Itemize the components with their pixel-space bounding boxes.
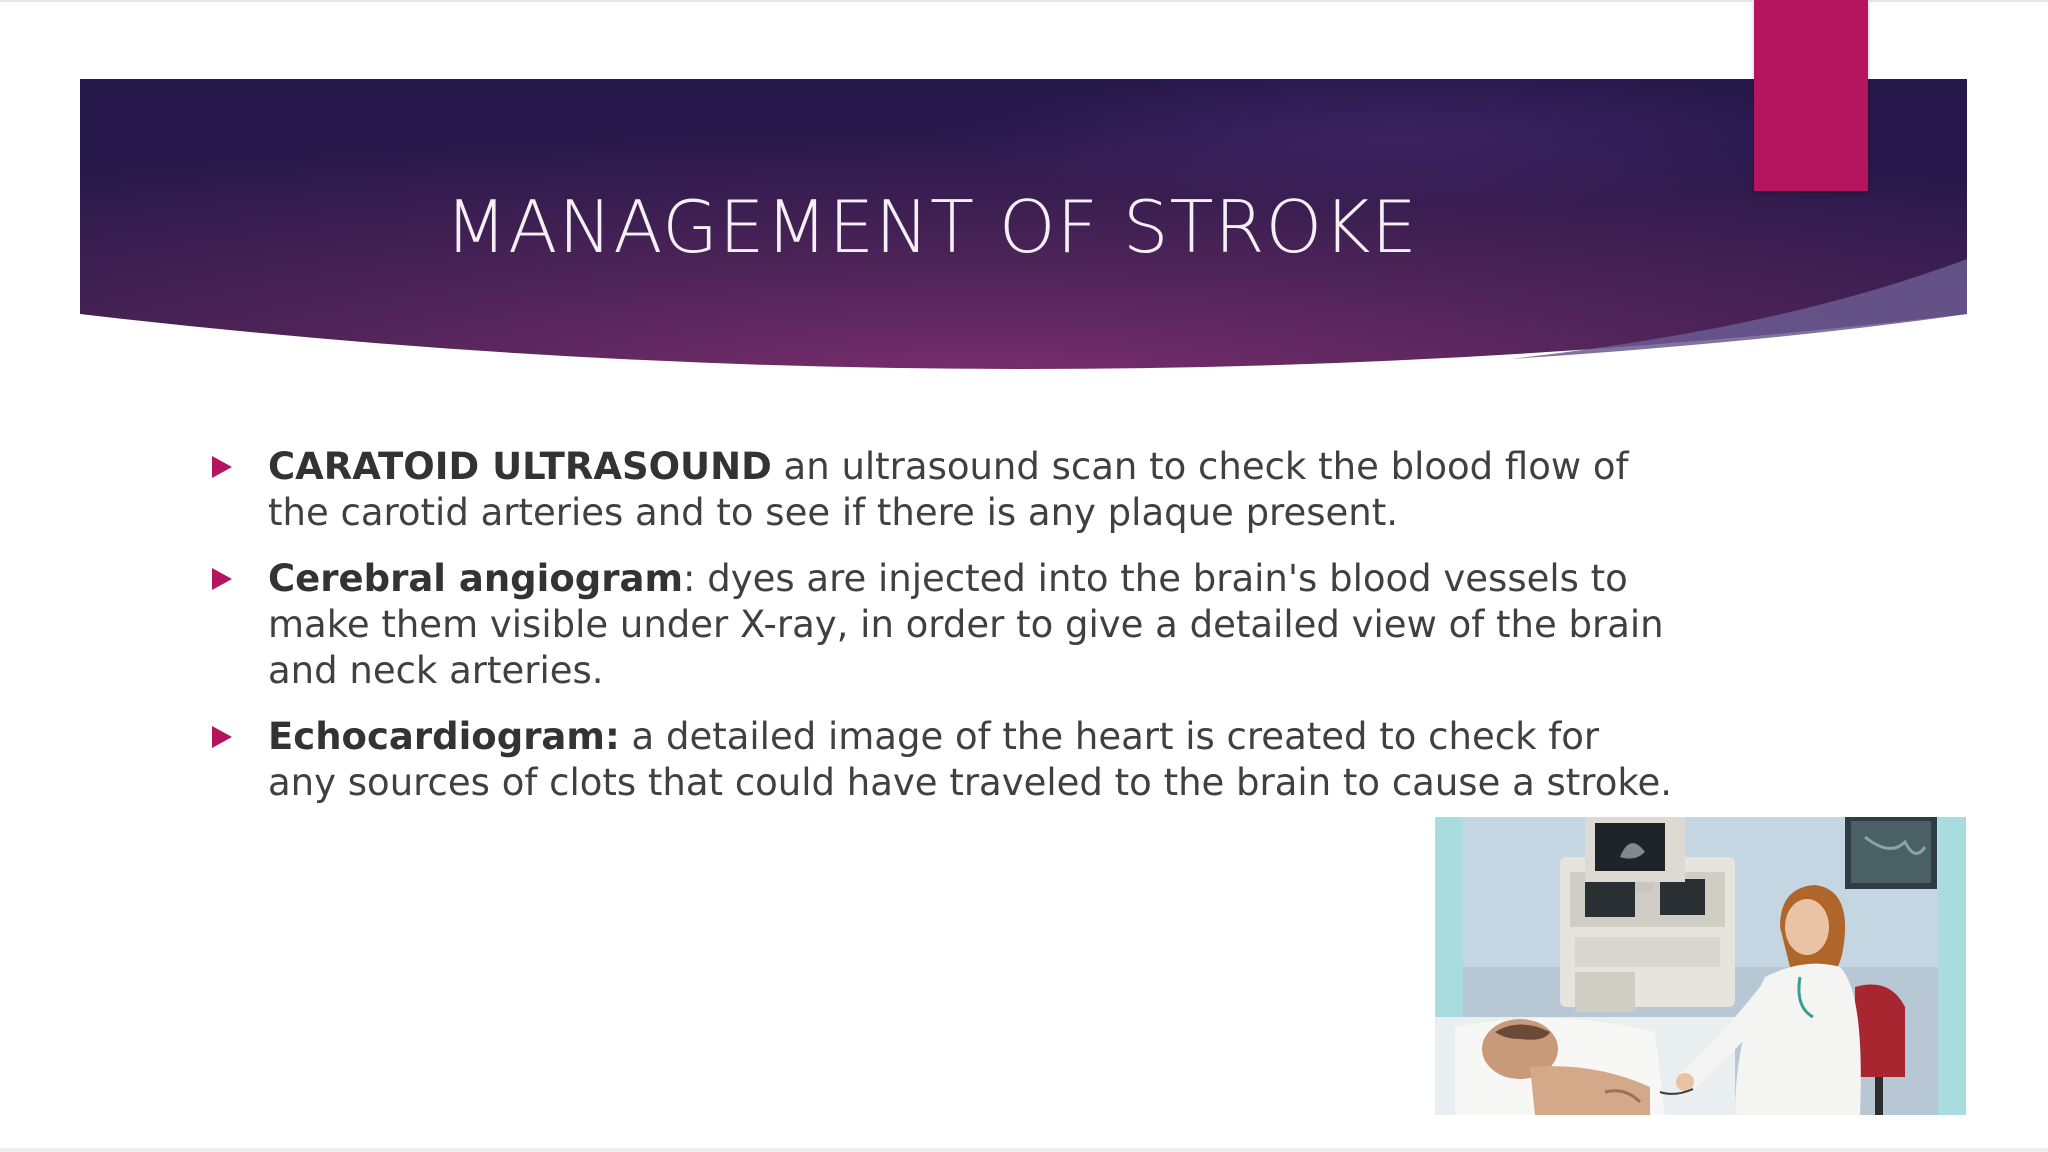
bullet-term: Cerebral angiogram	[268, 557, 684, 600]
bullet-arrow-icon	[212, 456, 232, 478]
bottom-strip	[0, 1148, 2048, 1152]
bullet-text: an ultrasound scan to check the blood flow of the carotid arteries and to see if there is any plaque present.	[268, 445, 1629, 534]
bullet-term: CARATOID ULTRASOUND	[268, 445, 772, 488]
bullet-arrow-icon	[212, 568, 232, 590]
top-divider	[0, 0, 2048, 2]
slide-title: MANAGEMENT OF STROKE	[445, 185, 1418, 269]
bullet-text: a detailed image of the heart is created to check for any sources of clots that could have traveled to the brain to cause a stroke.	[268, 715, 1672, 804]
bullet-list	[204, 444, 1674, 826]
bullet-item-cerebral-angiogram	[204, 556, 1674, 694]
echocardiogram-photo-icon	[1435, 817, 1966, 1115]
echocardiogram-photo-illustration	[1435, 817, 1966, 1115]
accent-tab	[1754, 0, 1868, 191]
bullet-item-carotid-ultrasound	[204, 444, 1674, 536]
bullet-arrow-icon	[212, 726, 232, 748]
bullet-text: : dyes are injected into the brain's blood vessels to make them visible under X-ray, in order to give a detailed view of the brain and neck arteries.	[268, 557, 1664, 692]
bullet-item-echocardiogram	[204, 714, 1674, 806]
bullet-term: Echocardiogram:	[268, 715, 620, 758]
